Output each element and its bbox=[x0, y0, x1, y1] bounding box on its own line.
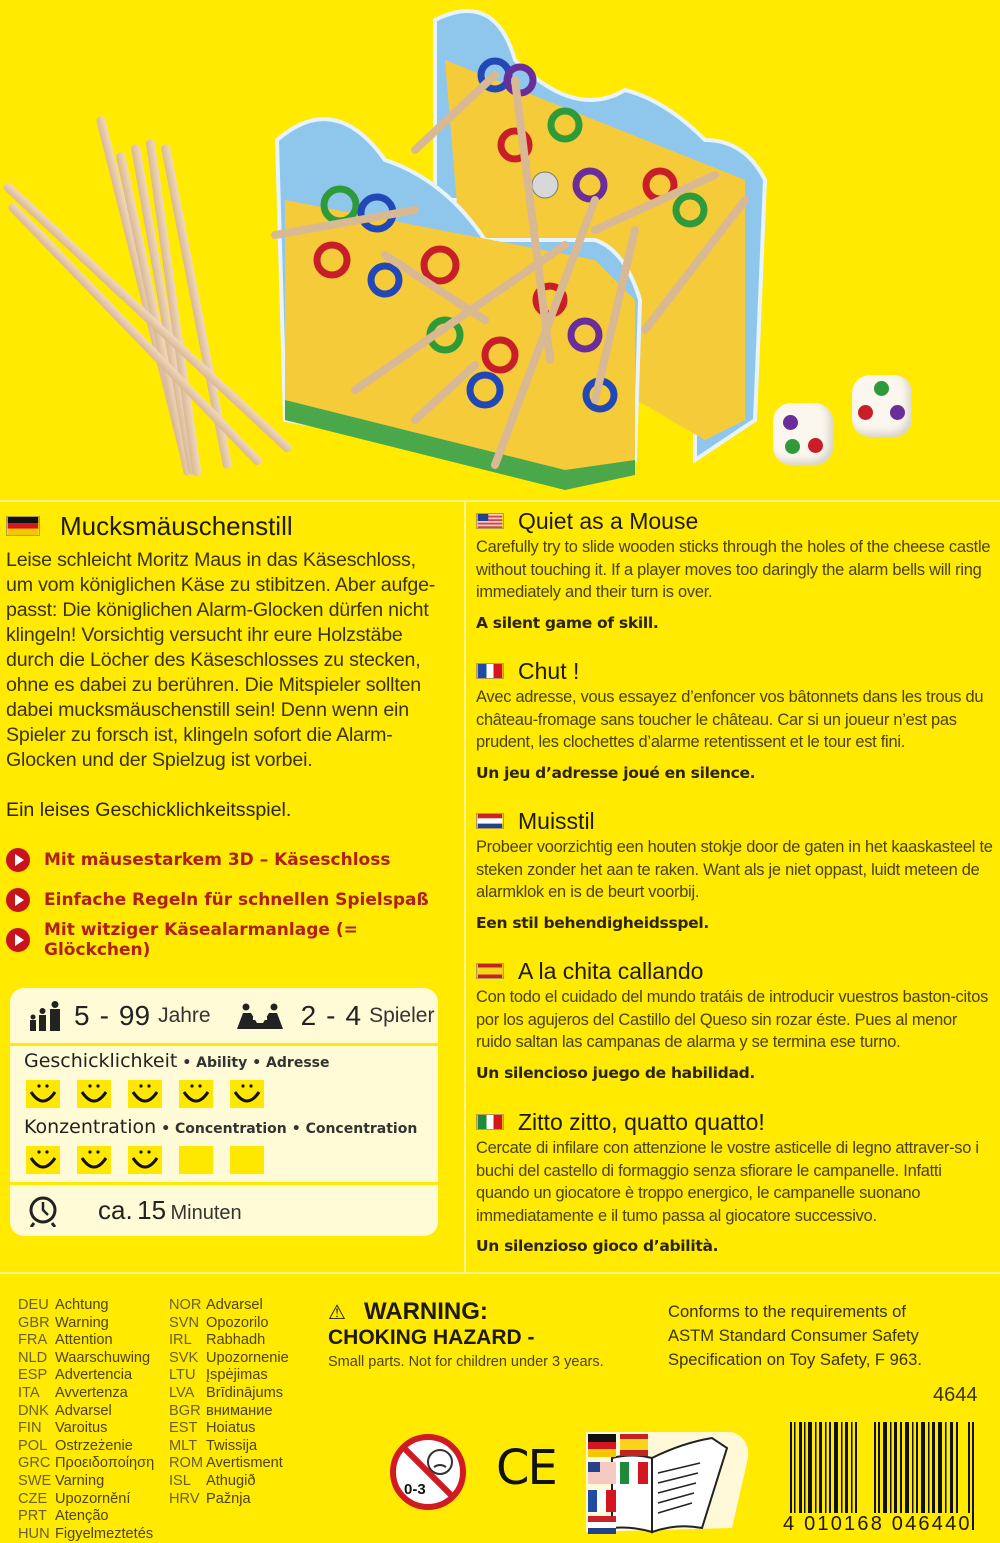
smiley-icon bbox=[26, 1146, 60, 1174]
section-divider bbox=[0, 500, 1000, 502]
italian-description: Cercate di infilare con attenzione le vostre asticelle di legno attraver-so i buchi del castello di formaggio senza sfiorare le campanelle. Infatti quando un giocatore è troppo energico, le campanelle suonano immediatamente e il tumo passa al giocatore successivo. bbox=[476, 1139, 979, 1225]
smiley-icon bbox=[26, 1080, 60, 1108]
english-title: Quiet as a Mouse bbox=[518, 507, 699, 534]
flag-germany-icon bbox=[6, 516, 40, 536]
feature-item: Mit mäusestarkem 3D – Käseschloss bbox=[6, 840, 462, 880]
duration-row: ca. 15 Minuten bbox=[10, 1182, 438, 1236]
play-bullet-icon bbox=[6, 848, 30, 872]
barcode-digits: 4 010168 046440 bbox=[783, 1513, 972, 1535]
play-bullet-icon bbox=[6, 928, 30, 952]
warning-triangle-icon: ⚠ bbox=[328, 1301, 346, 1324]
play-bullet-icon bbox=[6, 888, 30, 912]
flag-france-icon bbox=[476, 663, 504, 679]
italian-title: Zitto zitto, quatto quatto! bbox=[518, 1108, 765, 1135]
game-info-card bbox=[10, 988, 438, 1236]
choking-hazard-warning: ⚠ WARNING: CHOKING HAZARD - Small parts. Not for children under 3 years. bbox=[328, 1298, 604, 1370]
smiley-icon bbox=[77, 1146, 111, 1174]
english-section bbox=[476, 508, 996, 632]
dutch-tagline: Een stil behendigheidsspel. bbox=[476, 913, 709, 932]
section-divider bbox=[0, 1272, 1000, 1274]
color-die bbox=[852, 375, 912, 437]
concentration-label: Konzentration bbox=[24, 1116, 157, 1138]
german-title-row bbox=[6, 508, 462, 544]
feature-item: Einfache Regeln für schnellen Spielspaß bbox=[6, 880, 462, 920]
clock-icon bbox=[28, 1195, 58, 1227]
german-section bbox=[6, 508, 462, 960]
empty-rating-square bbox=[230, 1146, 264, 1174]
feature-list bbox=[6, 840, 462, 960]
german-tagline: Ein leises Geschicklichkeitsspiel. bbox=[6, 799, 292, 821]
svg-text:0-3: 0-3 bbox=[404, 1481, 426, 1498]
skill-rating: Geschicklichkeit • Ability • Adresse bbox=[10, 1046, 438, 1108]
italian-section bbox=[476, 1109, 996, 1255]
french-description: Avec adresse, vous essayez d’enfoncer vos bâtonnets dans les trous du château-fromage sans toucher le château. Car si un joueur n’est pas prudent, les clochettes d’alarme retentissent et le tour est fini. bbox=[476, 688, 984, 752]
skill-faces bbox=[26, 1080, 438, 1108]
dutch-description: Probeer voorzichtig een houten stokje door de gaten in het kaaskasteel te steken zonder het aan te raken. Want als je niet oppast, luidt meteen de alarmklok en is de beurt voorbij. bbox=[476, 838, 993, 902]
multilingual-manual-icon bbox=[582, 1428, 752, 1536]
smiley-icon bbox=[77, 1080, 111, 1108]
english-tagline: A silent game of skill. bbox=[476, 613, 659, 632]
empty-rating-square bbox=[179, 1146, 213, 1174]
concentration-rating: Konzentration • Concentration • Concentration bbox=[10, 1114, 438, 1174]
ce-mark-icon: CE bbox=[496, 1440, 556, 1496]
skill-label: Geschicklichkeit bbox=[24, 1050, 178, 1072]
french-tagline: Un jeu d’adresse joué en silence. bbox=[476, 763, 756, 782]
spanish-section bbox=[476, 958, 996, 1082]
spanish-description: Con todo el cuidado del mundo tratáis de introducir vuestros baston-citos por los agujeros del Castillo del Queso sin rozar éste. Pues al menor ruido saltan las campanas de alarma y se termina ese turno. bbox=[476, 988, 989, 1052]
not-for-under-3-icon bbox=[388, 1432, 468, 1512]
cheese-castle bbox=[265, 0, 785, 500]
flag-netherlands-icon bbox=[476, 813, 504, 829]
spanish-tagline: Un silencioso juego de habilidad. bbox=[476, 1063, 756, 1082]
flag-spain-icon bbox=[476, 963, 504, 979]
italian-tagline: Un silenzioso gioco d’abilità. bbox=[476, 1237, 719, 1256]
feature-item: Mit witziger Käsealarmanlage (= Glöckchen) bbox=[6, 920, 462, 960]
age-players-row: 5 - 99 Jahre 2 - 4 Spieler bbox=[10, 988, 438, 1046]
smiley-icon bbox=[128, 1146, 162, 1174]
smiley-icon bbox=[230, 1080, 264, 1108]
age-figures-icon bbox=[30, 1001, 64, 1031]
product-photo bbox=[0, 0, 1000, 500]
flag-usa-icon bbox=[476, 513, 504, 529]
concentration-faces bbox=[26, 1146, 438, 1174]
dutch-section bbox=[476, 808, 996, 932]
warning-words-col1: DEU Achtung GBR Warning FRA Attention NLD Waarschuwing ESP Advertencia ITA Avvertenza DNK Advarsel FIN Varoitus POL Ostrzeżenie GRC Προειδοποίηση SWE Varning CZE Upozornění PRT Atenção HUN Figyelmeztetés bbox=[18, 1297, 155, 1542]
item-number: 4644 bbox=[933, 1384, 978, 1406]
flag-italy-icon bbox=[476, 1114, 504, 1130]
dutch-title: Muisstil bbox=[518, 807, 595, 834]
spanish-title: A la chita callando bbox=[518, 957, 704, 984]
players-table-icon bbox=[237, 1003, 283, 1029]
german-title: Mucksmäuschenstill bbox=[60, 510, 293, 541]
english-description: Carefully try to slide wooden sticks through the holes of the cheese castle without touching it. If a player moves too daringly the alarm bells will ring immediately and their turn is over. bbox=[476, 538, 991, 602]
color-die bbox=[773, 403, 833, 465]
german-description: Leise schleicht Moritz Maus in das Käseschloss, um vom königlichen Käse zu stibitzen. Aber aufge- passt: Die königlichen Alarm-Glocken dürfen nicht klingeln! Vorsichtig versucht ihr eure Holzstäbe durch die Löcher des Käseschlosses zu stecken, ohne es dabei zu berühren. Die Mitspieler sollten dabei mucksmäuschenstill sein! Denn wenn ein Spieler zu forsch ist, klingeln sofort die Alarm- Glocken und der Spielzug ist vorbei. bbox=[6, 549, 436, 771]
astm-conformity-text: Conforms to the requirements of ASTM Standard Consumer Safety Specification on Toy Safety, F 963. bbox=[668, 1302, 922, 1369]
french-title: Chut ! bbox=[518, 657, 580, 684]
smiley-icon bbox=[128, 1080, 162, 1108]
column-divider bbox=[464, 502, 466, 1272]
smiley-icon bbox=[179, 1080, 213, 1108]
warning-words-col2: NOR Advarsel SVN Opozorilo IRL Rabhadh SVK Upozornenie LTU Įspėjimas LVA Brīdinājums BGR внимание EST Hoiatus MLT Twissija ROM Avertisment ISL Athugið HRV Pažnja bbox=[169, 1297, 289, 1507]
french-section bbox=[476, 658, 996, 782]
